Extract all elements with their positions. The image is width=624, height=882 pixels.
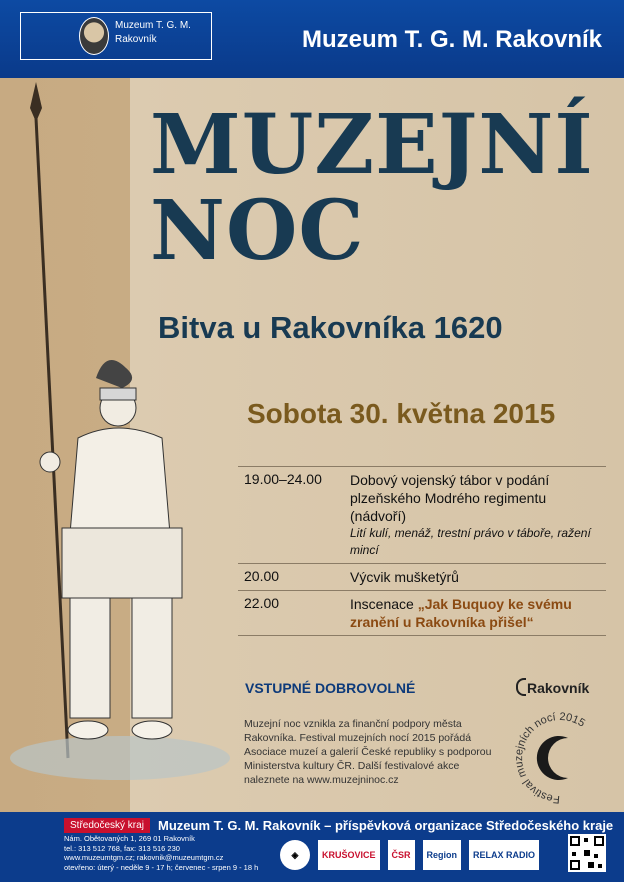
schedule-desc-prefix: Inscenace bbox=[350, 596, 418, 612]
sponsor-logos bbox=[280, 836, 539, 874]
schedule-show-title: „Jak Buquoy ke svému zranění u Rakovníka přišel“ bbox=[350, 596, 572, 630]
logo-line1: Muzeum T. G. M. bbox=[115, 20, 191, 31]
info-text: Muzejní noc vznikla za finanční podpory města Rakovníka. Festival muzejních nocí 2015 pořádá Asociace muzeí a galerií České republiky s podporou Ministerstva kultury ČR. Další festivalové akce naleznete na www.muzejninoc.cz bbox=[244, 718, 492, 786]
museum-logo[interactable] bbox=[20, 12, 212, 60]
festival-text: Festival muzejních nocí 2015 bbox=[513, 710, 588, 806]
main-title bbox=[150, 97, 594, 279]
top-header bbox=[0, 0, 624, 78]
schedule-row bbox=[238, 591, 606, 636]
schedule-note: Lití kulí, menáž, trestní právo v táboře, ražení mincí bbox=[350, 526, 591, 557]
schedule-desc: Výcvik mušketýrů bbox=[350, 569, 459, 585]
footer bbox=[0, 812, 624, 882]
logo-line2: Rakovník bbox=[115, 34, 157, 45]
subtitle: Bitva u Rakovníka 1620 bbox=[158, 310, 503, 345]
event-date: Sobota 30. května 2015 bbox=[247, 398, 556, 429]
sponsor-csr[interactable]: ČSR bbox=[388, 840, 415, 870]
svg-text:Festival muzejních nocí 2015 bbox=[513, 711, 587, 805]
schedule-time: 20.00 bbox=[244, 568, 280, 584]
sponsor-region[interactable]: Region bbox=[423, 840, 462, 870]
schedule-time: 19.00–24.00 bbox=[244, 471, 322, 487]
contact-info: Nám. Obětovaných 1, 269 01 Rakovník tel.: 313 512 768, fax: 313 516 230 www.muzeumtgm.cz; rakovnik@muzeumtgm.cz otevřeno: úterý - neděle 9 - 17 h; červenec - srpen 9 - 18 h bbox=[64, 834, 264, 872]
festival-logo-icon[interactable] bbox=[506, 708, 614, 808]
schedule-desc: Dobový vojenský tábor v podání plzeňského Modrého regimentu (nádvoří) bbox=[350, 472, 550, 524]
region-label: Středočeský kraj bbox=[64, 818, 150, 833]
schedule-row bbox=[238, 564, 606, 591]
schedule-time: 22.00 bbox=[244, 595, 280, 611]
crest-icon: ◈ bbox=[280, 840, 310, 870]
entry-fee: VSTUPNÉ DOBROVOLNÉ bbox=[245, 680, 416, 696]
footer-title: Muzeum T. G. M. Rakovník – příspěvková organizace Středočeského kraje bbox=[158, 818, 614, 833]
title-line1: MUZEJNÍ bbox=[150, 97, 594, 193]
schedule-table bbox=[238, 466, 606, 636]
city-logo-icon bbox=[516, 678, 526, 696]
title-line2: NOC bbox=[150, 183, 365, 279]
qr-code-icon[interactable] bbox=[568, 834, 606, 872]
schedule-row bbox=[238, 467, 606, 564]
header-title: Muzeum T. G. M. Rakovník bbox=[301, 26, 602, 53]
city-logo[interactable]: Rakovník bbox=[516, 678, 589, 696]
portrait-icon bbox=[79, 17, 109, 55]
sponsor-krusovice[interactable]: KRUŠOVICE bbox=[318, 840, 380, 870]
sponsor-relax[interactable]: RELAX RADIO bbox=[469, 840, 539, 870]
contact-links[interactable]: www.muzeumtgm.cz; rakovnik@muzeumtgm.cz bbox=[64, 853, 224, 862]
